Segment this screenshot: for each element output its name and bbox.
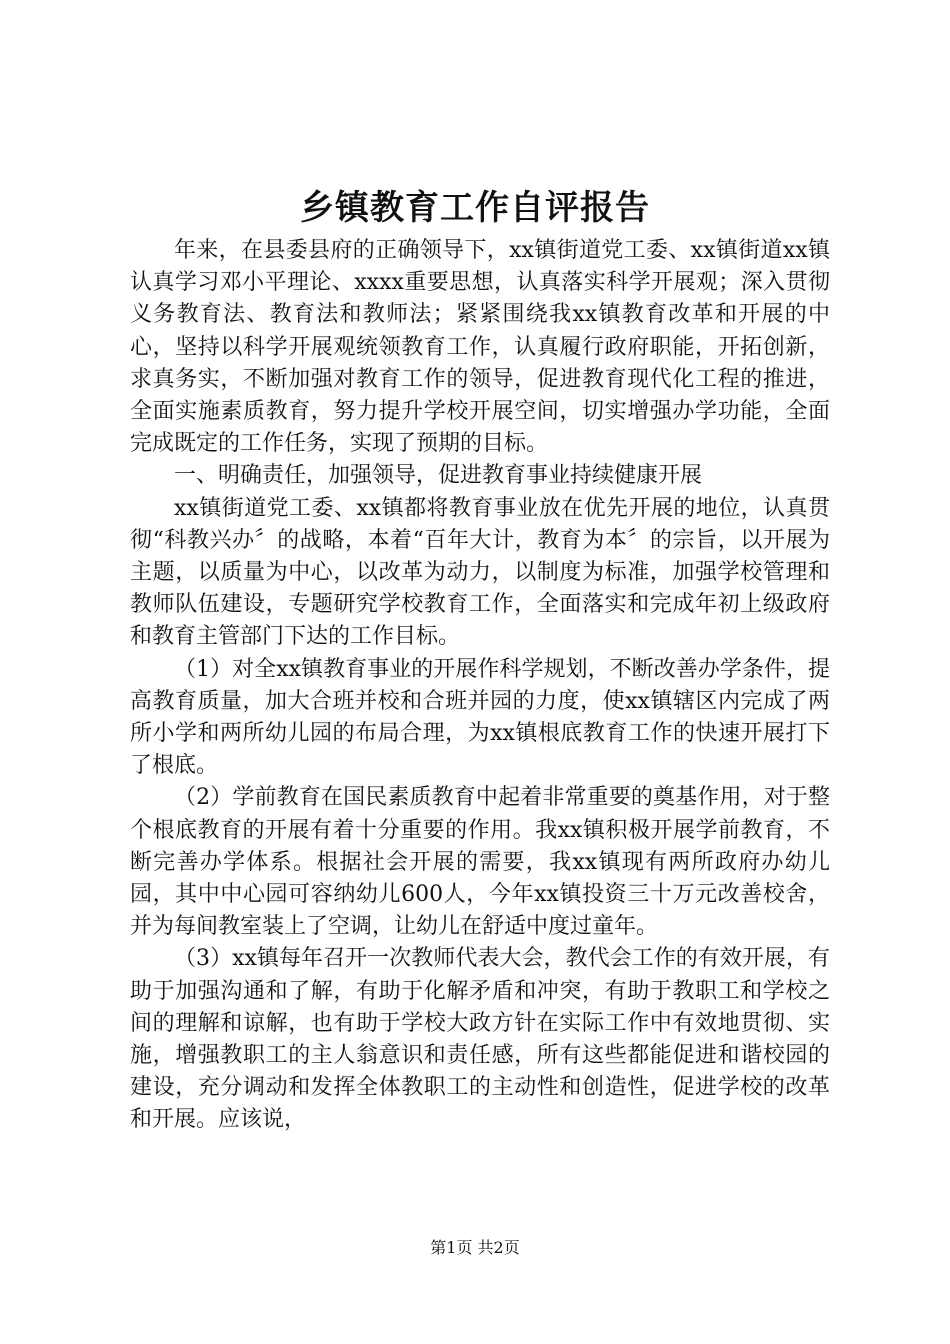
section-heading: 一、明确责任，加强领导，促进教育事业持续健康开展 [174,463,703,489]
item-1-paragraph: （1）对全xx镇教育事业的开展作科学规划，不断改善办学条件，提高教育质量，加大合班并校和合班并园的力度，使xx镇辖区内完成了两所小学和两所幼儿园的布局合理，为xx镇根底教育工作的快速开展打下了根底。 [130,656,830,779]
section-paragraph: xx镇街道党工委、xx镇都将教育事业放在优先开展的地位，认真贯彻“科教兴办〞的战略，本着“百年大计，教育为本〞的宗旨，以开展为主题，以质量为中心，以改革为动力，以制度为标准，加强学校管理和教师队伍建设，专题研究学校教育工作，全面落实和完成年初上级政府和教育主管部门下达的工作目标。 [130,495,830,650]
item-2-paragraph: （2）学前教育在国民素质教育中起着非常重要的奠基作用，对于整个根底教育的开展有着十分重要的作用。我xx镇积极开展学前教育，不断完善办学体系。根据社会开展的需要，我xx镇现有两所政府办幼儿园，其中中心园可容纳幼儿600人，今年xx镇投资三十万元改善校舍，并为每间教室装上了空调，让幼儿在舒适中度过童年。 [130,785,830,940]
item-3-paragraph: （3）xx镇每年召开一次教师代表大会，教代会工作的有效开展，有助于加强沟通和了解，有助于化解矛盾和冲突，有助于教职工和学校之间的理解和谅解，也有助于学校大政方针在实际工作中有效地贯彻、实施，增强教职工的主人翁意识和责任感，所有这些都能促进和谐校园的建设，充分调动和发挥全体教职工的主动性和创造性，促进学校的改革和开展。应该说， [130,946,830,1133]
intro-paragraph: 年来，在县委县府的正确领导下，xx镇街道党工委、xx镇街道xx镇认真学习邓小平理论、xxxx重要思想，认真落实科学开展观；深入贯彻义务教育法、教育法和教师法；紧紧围绕我xx镇教育改革和开展的中心，坚持以科学开展观统领教育工作，认真履行政府职能，开拓创新，求真务实，不断加强对教育工作的领导，促进教育现代化工程的推进，全面实施素质教育，努力提升学校开展空间，切实增强办学功能，全面完成既定的工作任务，实现了预期的目标。 [130,238,830,457]
document-body [130,235,830,1137]
document-title: 乡镇教育工作自评报告 [300,188,650,228]
page-number-footer: 第1页 共2页 [430,1238,520,1257]
